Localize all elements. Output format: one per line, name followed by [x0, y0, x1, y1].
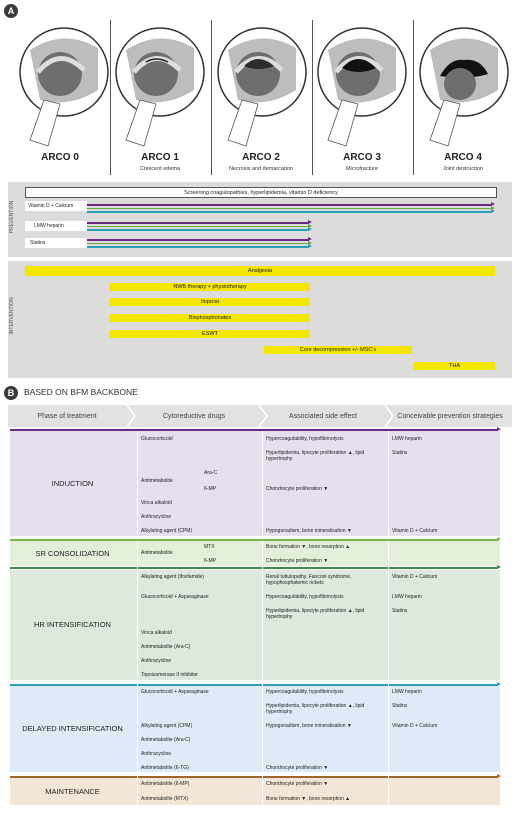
screening-box: Screening coagulopathies, hyperlipidemia, vitamin D deficiency: [25, 187, 497, 198]
stage-0-hip-illustration: [20, 28, 108, 146]
panel-a-badge: A: [4, 4, 18, 18]
nwb-bar: NWB therapy + physiotherapy: [110, 283, 310, 291]
induction-drug: Antimetabolite: [141, 478, 173, 484]
stage-0-title: ARCO 0: [41, 152, 79, 163]
hr-drug: Alkylating agent (Ifosfamide): [141, 574, 205, 580]
hr-drug: Antimetabolite (Ara-C): [141, 644, 191, 650]
induction-drug: 6-MP: [204, 486, 216, 492]
intervention-label: INTERVENTION: [9, 297, 15, 335]
stage-1-title: ARCO 1: [141, 152, 179, 163]
statins-label: Statins: [30, 240, 46, 246]
stage-3-hip-illustration: [318, 28, 406, 146]
hr-drug: Anthracycline: [141, 658, 172, 664]
prevention-label: PREVENTION: [9, 200, 15, 234]
sr-drug: Antimetabolite: [141, 550, 173, 556]
induction-prevention: Vitamin D + Calcium: [392, 528, 438, 534]
tha-bar: THA: [414, 362, 495, 370]
induction-drug: Vinca alkaloid: [141, 500, 172, 506]
iloprost-bar: Iloprost: [110, 298, 310, 306]
header-phase: Phase of treatment: [37, 412, 97, 420]
delayed-effect: Chondrocyte proliferation ▼: [266, 765, 329, 771]
delayed-prevention: LMW heparin: [392, 689, 422, 695]
induction-effect: Hyperlipidemia, lipocyte proliferation ▲, lipid hypertrophy: [266, 450, 365, 462]
stage-3-title: ARCO 3: [343, 152, 381, 163]
hr-effect: Renal tubulopathy, Fanconi syndrome, hypophosphatemic rickets: [266, 574, 352, 586]
lmwh-label: LMW heparin: [34, 223, 64, 229]
eswt-bar: ESWT: [110, 330, 310, 338]
stage-2-subtitle: Necrosis and demarcation: [229, 166, 293, 172]
stage-1-subtitle: Crescent edema: [139, 166, 181, 172]
vitd-arrow-teal: [87, 211, 492, 213]
header-drugs: Cytoreductive drugs: [162, 412, 226, 420]
header-prevention: Conceivable prevention strategies: [397, 412, 503, 420]
panel-b-badge: B: [4, 386, 18, 400]
sr-effect: Bone formation ▼, bone resorption ▲: [266, 544, 351, 550]
stage-2-title: ARCO 2: [242, 152, 280, 163]
sr-drug: 6-MP: [204, 558, 216, 564]
lmwh-arrow-teal: [87, 229, 309, 231]
sr-arrow: [10, 539, 498, 541]
vitd-arrow-purple: [87, 204, 492, 206]
induction-name: INDUCTION: [51, 479, 94, 488]
sr-arrow-bottom: [10, 567, 498, 569]
delayed-drug: Alkylating agent (CPM): [141, 723, 193, 729]
hr-effect: Hyperlipidemia, lipocyte proliferation ▲, lipid hypertrophy: [266, 608, 365, 620]
sr-name: SR CONSOLIDATION: [35, 549, 110, 558]
hr-prevention: Vitamin D + Calcium: [392, 574, 438, 580]
hr-prevention: LMW heparin: [392, 594, 422, 600]
lmwh-arrow-green: [87, 226, 309, 228]
induction-effect: Hypogonadism, bone mineralisation ▼: [266, 528, 352, 534]
stage-3-subtitle: Microfracture: [345, 166, 379, 172]
sr-effect: Chondrocyte proliferation ▼: [266, 558, 329, 564]
hr-name: HR INTENSIFICATION: [34, 620, 111, 629]
core-decompression-bar: Core decompression +/- MSC's: [264, 346, 412, 354]
induction-drug: Glucocorticoid: [141, 436, 173, 442]
stage-4-subtitle: Joint destruction: [442, 166, 484, 172]
delayed-arrow: [10, 684, 498, 686]
hr-drug: Glucocorticoid + Asparaginase: [141, 594, 209, 600]
delayed-drug: Antimetabolite (Ara-C): [141, 737, 191, 743]
induction-prevention: LMW heparin: [392, 436, 422, 442]
maintenance-effect: Bone formation ▼, bone resorption ▲: [266, 796, 351, 802]
maintenance-arrow: [10, 776, 498, 778]
induction-arrow: [10, 429, 498, 431]
induction-drug: Ara-C: [204, 470, 218, 476]
header-side-effect: Associated side effect: [289, 412, 357, 420]
vitd-label: Vitamin D + Calcium: [28, 203, 74, 209]
hr-drug: Vinca alkaloid: [141, 630, 172, 636]
lmwh-arrow-purple: [87, 222, 309, 224]
induction-drug: Anthracycline: [141, 514, 172, 520]
induction-drug: Alkylating agent (CPM): [141, 528, 193, 534]
maintenance-effect: Chondrocyte proliferation ▼: [266, 781, 329, 787]
delayed-drug: Antimetabolite (6-TG): [141, 765, 189, 771]
delayed-effect: Hyperlipidemia, lipocyte proliferation ▲, lipid hypertrophy: [266, 703, 365, 715]
stage-1-hip-illustration: [116, 28, 204, 146]
sr-drug: MTX: [204, 544, 215, 550]
statins-arrow-purple: [87, 239, 309, 241]
delayed-prevention: Vitamin D + Calcium: [392, 723, 438, 729]
hr-prevention: Statins: [392, 608, 408, 614]
bisphosphonates-bar: Bisphosphonates: [110, 314, 310, 322]
hr-effect: Hypercoagulability, hypofibrinolysis: [266, 594, 344, 600]
delayed-drug: Anthracycline: [141, 751, 172, 757]
induction-effect: Chondrocyte proliferation ▼: [266, 486, 329, 492]
hr-drug: Topoisomerase II inhibitor: [141, 672, 198, 678]
statins-arrow-green: [87, 243, 309, 245]
delayed-prevention: Statins: [392, 703, 408, 709]
maintenance-name: MAINTENANCE: [45, 787, 100, 796]
statins-arrow-teal: [87, 246, 309, 248]
delayed-drug: Glucocorticoid + Asparaginase: [141, 689, 209, 695]
analgesia-bar: Analgesia: [25, 266, 495, 276]
induction-prevention: Statins: [392, 450, 408, 456]
panel-b-title: BASED ON BFM BACKBONE: [24, 387, 138, 397]
vitd-arrow-green: [87, 208, 492, 210]
delayed-effect: Hypercoagulability, hypofibrinolysis: [266, 689, 344, 695]
delayed-effect: Hypogonadism, bone mineralisation ▼: [266, 723, 352, 729]
stage-4-hip-illustration: [420, 28, 508, 146]
induction-effect: Hypercoagulability, hypofibrinolysis: [266, 436, 344, 442]
stage-4-title: ARCO 4: [444, 152, 482, 163]
stage-2-hip-illustration: [218, 28, 306, 146]
maintenance-drug: Antimetabolite (MTX): [141, 796, 188, 802]
delayed-name: DELAYED INTENSIFICATION: [22, 724, 123, 733]
hip-illustrations: [0, 0, 520, 150]
maintenance-drug: Antimetabolite (6-MP): [141, 781, 190, 787]
